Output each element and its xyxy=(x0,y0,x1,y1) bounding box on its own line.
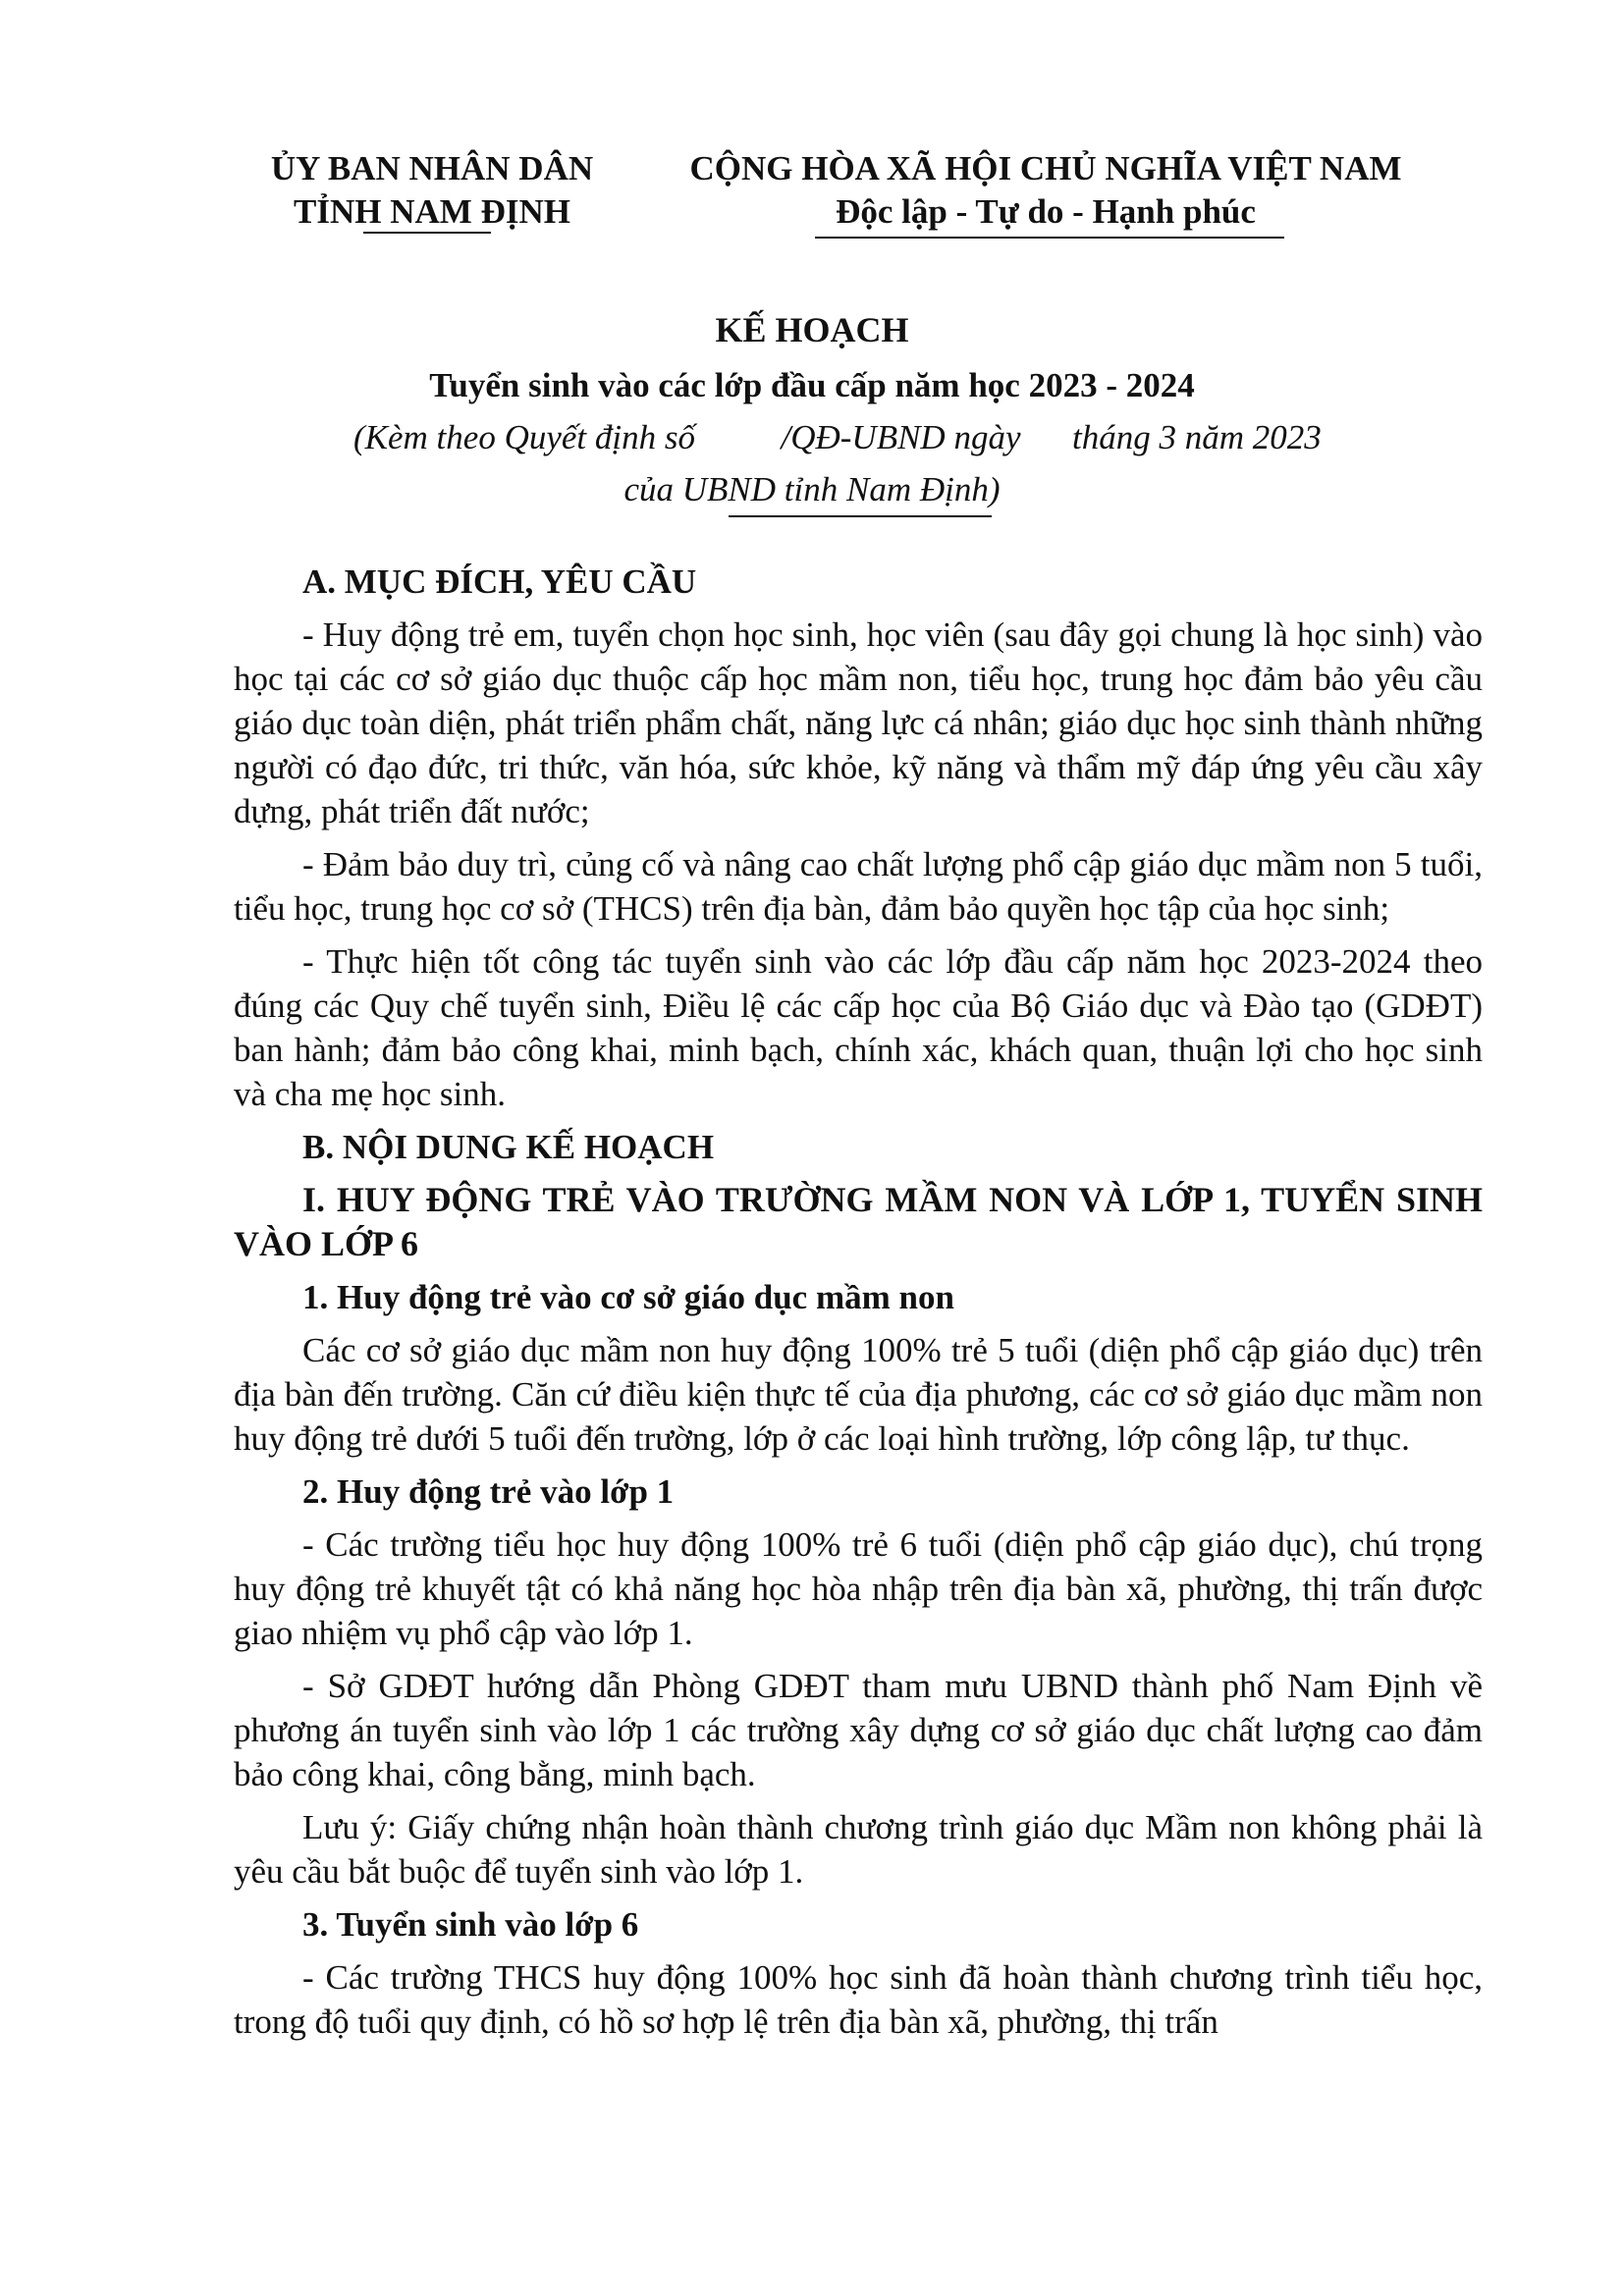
motto-underline xyxy=(815,237,1284,239)
paragraph: - Các trường THCS huy động 100% học sinh đã hoàn thành chương trình tiểu học, trong độ tuổi quy định, có hồ sơ hợp lệ trên địa bàn xã, phường, thị trấn xyxy=(234,1958,1483,2041)
document-subtitle: Tuyển sinh vào các lớp đầu cấp năm học 2023 - 2024 xyxy=(429,366,1195,404)
section-a-heading: A. MỤC ĐÍCH, YÊU CẦU xyxy=(302,562,697,601)
attachment-note-line-1: (Kèm theo Quyết định số /QĐ-UBND ngày tháng 3 năm 2023 xyxy=(353,418,1322,456)
paragraph: - Các trường tiểu học huy động 100% trẻ 6 tuổi (diện phổ cập giáo dục), chú trọng huy động trẻ khuyết tật có khả năng học hòa nhập trên địa bàn xã, phường, thị trấn được giao nhiệm vụ phổ cập vào lớp 1. xyxy=(234,1525,1483,1652)
section-b-heading: B. NỘI DUNG KẾ HOẠCH xyxy=(302,1128,715,1166)
paragraph: - Thực hiện tốt công tác tuyển sinh vào các lớp đầu cấp năm học 2023-2024 theo đúng các Quy chế tuyển sinh, Điều lệ các cấp học của Bộ Giáo dục và Đào tạo (GDĐT) ban hành; đảm bảo công khai, minh bạch, chính xác, khách quan, thuận lợi cho học sinh và cha mẹ học sinh. xyxy=(234,942,1483,1113)
attachment-underline xyxy=(729,515,992,517)
section-i-heading: I. HUY ĐỘNG TRẺ VÀO TRƯỜNG MẦM NON VÀ LỚP 1, TUYỂN SINH VÀO LỚP 6 xyxy=(234,1180,1483,1263)
motto: Độc lập - Tự do - Hạnh phúc xyxy=(836,192,1256,231)
country-name: CỘNG HÒA XÃ HỘI CHỦ NGHĨA VIỆT NAM xyxy=(689,149,1402,187)
paragraph: - Đảm bảo duy trì, củng cố và nâng cao chất lượng phổ cập giáo dục mầm non 5 tuổi, tiểu học, trung học cơ sở (THCS) trên địa bàn, đảm bảo quyền học tập của học sinh; xyxy=(234,845,1483,928)
document-title: KẾ HOẠCH xyxy=(715,310,909,349)
subsection-3-heading: 3. Tuyển sinh vào lớp 6 xyxy=(302,1905,639,1944)
authority-underline xyxy=(363,232,491,234)
authority-line-2: TỈNH NAM ĐỊNH xyxy=(294,192,570,231)
subsection-1-heading: 1. Huy động trẻ vào cơ sở giáo dục mầm non xyxy=(302,1278,954,1316)
document-body xyxy=(234,560,1483,2044)
attachment-note-line-2: của UBND tỉnh Nam Định) xyxy=(623,470,1001,508)
national-motto xyxy=(638,147,1453,234)
note-paragraph: Lưu ý: Giấy chứng nhận hoàn thành chương trình giáo dục Mầm non không phải là yêu cầu bắt buộc để tuyển sinh vào lớp 1. xyxy=(234,1808,1483,1891)
paragraph: - Sở GDĐT hướng dẫn Phòng GDĐT tham mưu UBND thành phố Nam Định về phương án tuyển sinh vào lớp 1 các trường xây dựng cơ sở giáo dục chất lượng cao đảm bảo công khai, công bằng, minh bạch. xyxy=(234,1667,1483,1793)
paragraph: - Huy động trẻ em, tuyển chọn học sinh, học viên (sau đây gọi chung là học sinh) vào học tại các cơ sở giáo dục thuộc cấp học mầm non, tiểu học, trung học đảm bảo yêu cầu giáo dục toàn diện, phát triển phẩm chất, năng lực cá nhân; giáo dục học sinh thành những người có đạo đức, tri thức, văn hóa, sức khỏe, kỹ năng và thẩm mỹ đáp ứng yêu cầu xây dựng, phát triển đất nước; xyxy=(234,615,1483,830)
paragraph: Các cơ sở giáo dục mầm non huy động 100% trẻ 5 tuổi (diện phổ cập giáo dục) trên địa bàn đến trường. Căn cứ điều kiện thực tế của địa phương, các cơ sở giáo dục mầm non huy động trẻ dưới 5 tuổi đến trường, lớp ở các loại hình trường, lớp công lập, tư thục. xyxy=(234,1331,1483,1458)
issuing-authority xyxy=(245,147,619,234)
subsection-2-heading: 2. Huy động trẻ vào lớp 1 xyxy=(302,1472,675,1511)
authority-line-1: ỦY BAN NHÂN DÂN xyxy=(270,149,594,187)
